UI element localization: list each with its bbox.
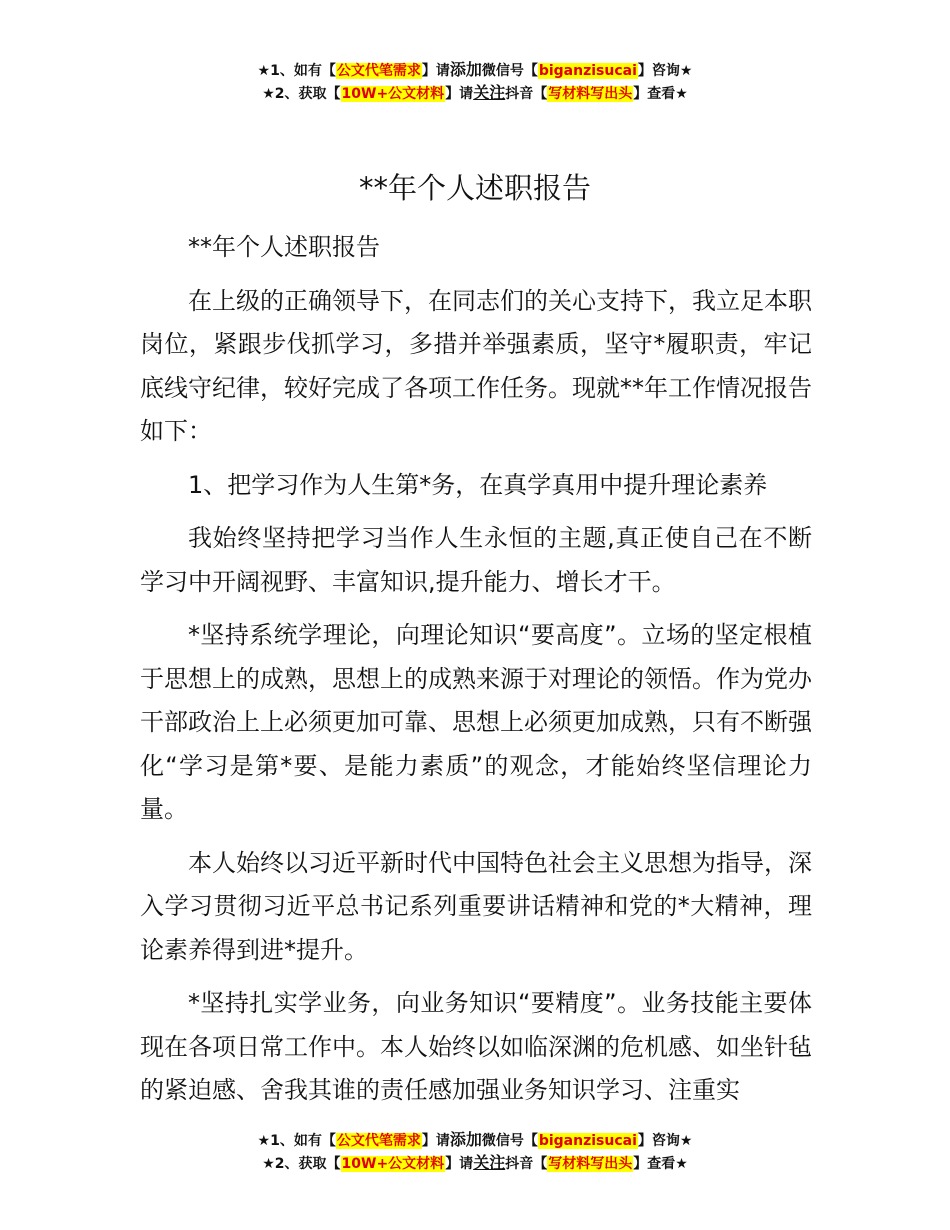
footer-banner [0, 1129, 950, 1175]
document-title: **年个人述职报告 [358, 171, 591, 205]
banner-text: 】查看★ [633, 86, 688, 102]
paragraph: 我始终坚持把学习当作人生永恒的主题,真正使自己在不断学习中开阔视野、丰富知识,提升能力、增长才干。 [140, 524, 812, 596]
paragraph: 在上级的正确领导下，在同志们的关心支持下，我立足本职岗位，紧跟步伐抓学习，多措并举强素质，坚守*履职责，牢记底线守纪律，较好完成了各项工作任务。现就**年工作情况报告如下： [140, 286, 812, 445]
paragraph: *坚持系统学理论，向理论知识“要高度”。立场的坚定根植于思想上的成熟，思想上的成熟来源于对理论的领悟。作为党办干部政治上上必须更加可靠、思想上必须更加成熟，只有不断强化“学习是第*要、是能力素质”的观念，才能始终坚信理论力量。 [140, 621, 812, 823]
banner-emphasis: 添加 [449, 1130, 482, 1149]
banner-emphasis: 关注 [473, 83, 506, 102]
banner-text: 】查看★ [633, 1156, 688, 1172]
banner-line-1 [0, 59, 950, 82]
banner-text: 】请 [421, 1133, 450, 1149]
banner-text: ★2、获取【 [262, 86, 341, 102]
banner-emphasis: 关注 [473, 1153, 506, 1172]
banner-text: 抖音【 [505, 86, 548, 102]
banner-highlight: 10W+公文材料 [341, 86, 445, 102]
banner-emphasis: 添加 [449, 60, 482, 79]
paragraph: **年个人述职报告 [188, 233, 380, 261]
banner-text: 】请 [445, 1156, 474, 1172]
banner-highlight: 公文代笔需求 [336, 63, 421, 79]
banner-text: 微信号【 [481, 63, 538, 79]
banner-line-2 [0, 82, 950, 105]
banner-text: 】请 [421, 63, 450, 79]
banner-text: 抖音【 [505, 1156, 548, 1172]
paragraph: 本人始终以习近平新时代中国特色社会主义思想为指导，深入学习贯彻习近平总书记系列重要讲话精神和党的*大精神，理论素养得到进*提升。 [140, 848, 812, 964]
banner-text: ★1、如有【 [257, 1133, 336, 1149]
banner-highlight: biganzisucai [538, 1133, 637, 1149]
banner-text: 】咨询★ [637, 63, 693, 79]
banner-text: 】咨询★ [637, 1133, 693, 1149]
banner-highlight: 写材料写出头 [548, 86, 633, 102]
paragraph: *坚持扎实学业务，向业务知识“要精度”。业务技能主要体现在各项日常工作中。本人始终以如临深渊的危机感、如坐针毡的紧迫感、舍我其谁的责任感加强业务知识学习、注重实 [140, 989, 812, 1104]
banner-highlight: 写材料写出头 [548, 1156, 633, 1172]
document-body [140, 226, 812, 1123]
banner-text: 】请 [445, 86, 474, 102]
banner-highlight: 10W+公文材料 [341, 1156, 445, 1172]
banner-text: ★2、获取【 [262, 1156, 341, 1172]
banner-text: 微信号【 [481, 1133, 538, 1149]
banner-line-2 [0, 1152, 950, 1175]
section-heading: 1、把学习作为人生第*务，在真学真用中提升理论素养 [188, 470, 768, 499]
banner-highlight: 公文代笔需求 [336, 1133, 421, 1149]
header-banner [0, 59, 950, 105]
banner-text: ★1、如有【 [257, 63, 336, 79]
banner-line-1 [0, 1129, 950, 1152]
banner-highlight: biganzisucai [538, 63, 637, 79]
